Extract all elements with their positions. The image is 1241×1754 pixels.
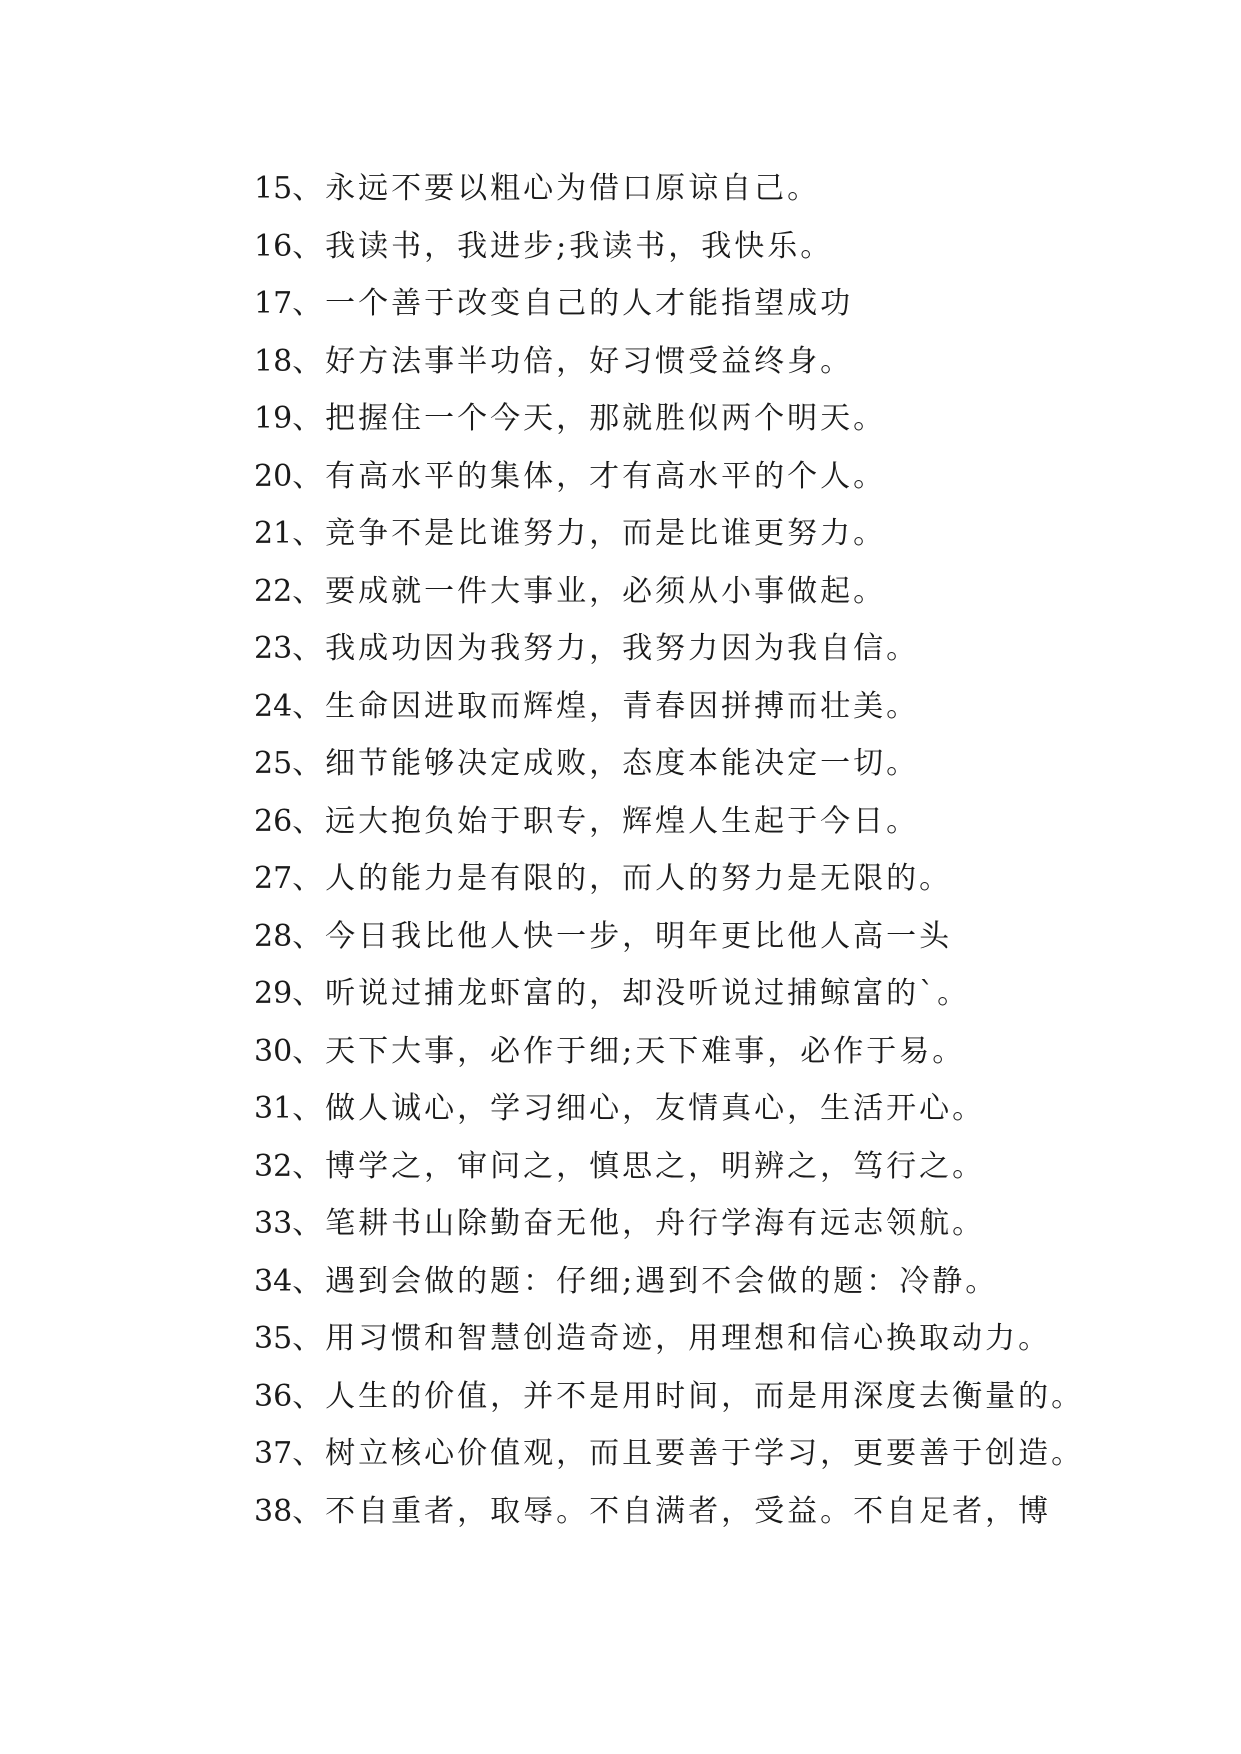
list-item: 18、好方法事半功倍，好习惯受益终身。 bbox=[254, 343, 854, 379]
list-item: 34、遇到会做的题：仔细;遇到不会做的题：冷静。 bbox=[254, 1263, 999, 1299]
list-item: 15、永远不要以粗心为借口原谅自己。 bbox=[254, 171, 821, 206]
list-item: 33、笔耕书山除勤奋无他，舟行学海有远志领航。 bbox=[254, 1206, 986, 1241]
list-item: 30、天下大事，必作于细;天下难事，必作于易。 bbox=[254, 1033, 966, 1069]
list-item: 22、要成就一件大事业，必须从小事做起。 bbox=[254, 573, 887, 609]
list-item: 36、人生的价值，并不是用时间，而是用深度去衡量的。 bbox=[254, 1378, 1085, 1414]
quote-list bbox=[254, 160, 1214, 1540]
list-item: 19、把握住一个今天，那就胜似两个明天。 bbox=[254, 401, 887, 436]
list-item: 38、不自重者，取辱。不自满者，受益。不自足者，博 bbox=[254, 1493, 1052, 1529]
list-item: 35、用习惯和智慧创造奇迹，用理想和信心换取动力。 bbox=[254, 1321, 1052, 1356]
list-item: 37、树立核心价值观，而且要善于学习，更要善于创造。 bbox=[254, 1436, 1085, 1471]
list-item: 20、有高水平的集体，才有高水平的个人。 bbox=[254, 458, 887, 494]
list-item: 31、做人诚心，学习细心，友情真心，生活开心。 bbox=[254, 1091, 986, 1126]
list-item: 26、远大抱负始于职专，辉煌人生起于今日。 bbox=[254, 803, 920, 839]
list-item: 25、细节能够决定成败，态度本能决定一切。 bbox=[254, 746, 920, 781]
list-item: 29、听说过捕龙虾富的，却没听说过捕鲸富的`。 bbox=[254, 976, 971, 1011]
list-item: 21、竞争不是比谁努力，而是比谁更努力。 bbox=[254, 516, 887, 551]
list-item: 27、人的能力是有限的，而人的努力是无限的。 bbox=[254, 861, 953, 896]
list-item: 23、我成功因为我努力，我努力因为我自信。 bbox=[254, 631, 920, 666]
list-item: 28、今日我比他人快一步，明年更比他人高一头 bbox=[254, 918, 953, 954]
list-item: 16、我读书，我进步;我读书，我快乐。 bbox=[254, 228, 834, 264]
list-item: 17、一个善于改变自己的人才能指望成功 bbox=[254, 286, 854, 321]
list-item: 32、博学之，审问之，慎思之，明辨之，笃行之。 bbox=[254, 1148, 986, 1184]
list-item: 24、生命因进取而辉煌，青春因拼搏而壮美。 bbox=[254, 688, 920, 724]
